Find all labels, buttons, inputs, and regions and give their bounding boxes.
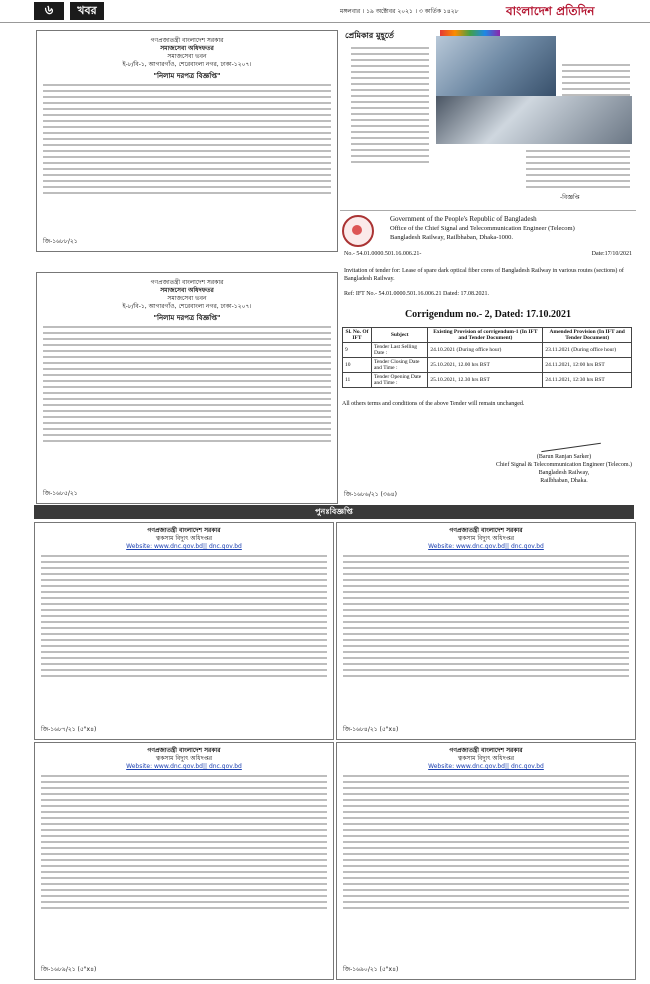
gov-title: গণপ্রজাতন্ত্রী বাংলাদেশ সরকার bbox=[150, 37, 224, 44]
col-header: Sl. No. Of IFT bbox=[343, 328, 372, 343]
tender-notice-1 bbox=[36, 30, 338, 252]
cell: 23.11.2021 (During office hour) bbox=[543, 343, 632, 358]
signature-mark bbox=[539, 427, 601, 452]
invitation-text: Lease of spare dark optical fiber cores of Bangladesh Railway in various routes (sections) of Bangladesh Railway. bbox=[344, 268, 624, 282]
gov-title: গণপ্রজাতন্ত্রী বাংলাদেশ সরকার bbox=[449, 527, 523, 534]
gov-title: গণপ্রজাতন্ত্রী বাংলাদেশ সরকার bbox=[147, 527, 221, 534]
dept-name: সমাজসেবা অধিদফতর bbox=[160, 287, 214, 294]
cell: 10 bbox=[343, 358, 372, 373]
col-header: Amended Provision (In IFT and Tender Document) bbox=[543, 328, 632, 343]
notice-heading: "নিলাম দরপত্র বিজ্ঞপ্তি" bbox=[153, 72, 221, 80]
notice-heading: "নিলাম দরপত্র বিজ্ঞপ্তি" bbox=[153, 314, 221, 322]
dept-name: ত্বকসাম বিদ্যুৎ অধিদপ্তর bbox=[457, 535, 515, 542]
invitation bbox=[344, 267, 634, 283]
photo-color-strip bbox=[440, 30, 500, 36]
gov-title: গণপ্রজাতন্ত্রী বাংলাদেশ সরকার bbox=[449, 747, 523, 754]
website: Website: www.dnc.gov.bd|| dnc.gov.bd bbox=[428, 763, 544, 770]
news-body bbox=[345, 47, 435, 163]
cell: 24.11.2021, 12:30 hrs BST bbox=[543, 373, 632, 388]
page-number: ৬ bbox=[34, 2, 64, 20]
cell: 24.11.2021, 12:00 hrs BST bbox=[543, 358, 632, 373]
address: ই-৮/বি-১, আগারগাঁও, শেরেবাংলা নগর, ঢাকা-১২০৭। bbox=[122, 303, 252, 310]
dept-name: সমাজসেবা অধিদফতর bbox=[160, 45, 214, 52]
tender-notice-2 bbox=[36, 272, 338, 504]
news-photo-1 bbox=[436, 36, 556, 96]
re-notice-3 bbox=[34, 742, 334, 980]
notice-ref: জি-১৬৯০/২১ (৫"x৪) bbox=[343, 966, 399, 973]
col-header: Subject bbox=[371, 328, 427, 343]
re-notice-banner: পুনঃবিজ্ঞপ্তি bbox=[34, 505, 634, 519]
ref-line: Ref: IFT No.- 54.01.0000.501.16.006.21 Dated: 17.08.2021. bbox=[344, 291, 490, 297]
dept-name: ত্বকসাম বিদ্যুৎ অধিদপ্তর bbox=[457, 755, 515, 762]
re-notice-2 bbox=[336, 522, 636, 740]
notice-ref: জি-১৬৮৫/২১ bbox=[43, 490, 78, 497]
news-headline: প্রেমিকার মুহূর্তে bbox=[345, 31, 394, 40]
office-address: Bangladesh Railway, Railbhaban, Dhaka-1000. bbox=[390, 234, 514, 241]
newspaper-logo: বাংলাদেশ প্রতিদিন bbox=[506, 4, 595, 18]
gov-line: Government of the People's Republic of Bangladesh bbox=[390, 215, 537, 223]
table-row bbox=[343, 343, 632, 358]
building-name: সমাজসেবা ভবন bbox=[167, 53, 207, 60]
cell: Tender Last Selling Date : bbox=[371, 343, 427, 358]
news-caption: -বিজ্ঞপ্তি bbox=[560, 194, 580, 201]
notice-ref: জি-১৬৮৭/২১ (৫"x৪) bbox=[41, 726, 97, 733]
signer-place: Railbhaban, Dhaka. bbox=[540, 478, 588, 484]
notice-ref: জি-১৬৮৪/২১ (৫"x৪) bbox=[343, 726, 399, 733]
re-notice-4 bbox=[336, 742, 636, 980]
corrigendum-title: Corrigendum no.- 2, Dated: 17.10.2021 bbox=[404, 309, 572, 320]
memo-no: No.- 54.01.0000.501.16.006.21- bbox=[344, 251, 422, 257]
dept-name: ত্বকসাম বিদ্যুৎ অধিদপ্তর bbox=[155, 535, 213, 542]
building-name: সমাজসেবা ভবন bbox=[167, 295, 207, 302]
notice-ref: জি-১৬৮৬/২১ (৩৬৪) bbox=[344, 491, 397, 498]
issue-date: মঙ্গলবার । ১৯ অক্টোবর ২০২১ । ৩ কার্তিক ১৪২৮ bbox=[340, 8, 459, 15]
railway-corrigendum bbox=[340, 210, 636, 501]
notice-ref: জি-১৬৮৮/২১ bbox=[43, 238, 78, 245]
table-row bbox=[343, 373, 632, 388]
notice-body-table bbox=[37, 326, 337, 442]
website: Website: www.dnc.gov.bd|| dnc.gov.bd bbox=[126, 763, 242, 770]
section-label: খবর bbox=[70, 2, 104, 20]
cell: 11 bbox=[343, 373, 372, 388]
re-notice-1 bbox=[34, 522, 334, 740]
col-header: Existing Provision of corrigendum-1 (In IFT and Tender Document) bbox=[428, 328, 543, 343]
cell: 9 bbox=[343, 343, 372, 358]
cell: Tender Opening Date and Time : bbox=[371, 373, 427, 388]
notice-body-table bbox=[37, 84, 337, 194]
office-line: Office of the Chief Signal and Telecommunication Engineer (Telecom) bbox=[390, 225, 575, 232]
gov-title: গণপ্রজাতন্ত্রী বাংলাদেশ সরকার bbox=[150, 279, 224, 286]
signer-org: Bangladesh Railway, bbox=[538, 470, 590, 476]
cell: 25.10.2021, 12.30 hrs BST bbox=[428, 373, 543, 388]
cell: 24.10.2021 (During office hour) bbox=[428, 343, 543, 358]
news-photo-2 bbox=[436, 96, 632, 144]
notice-body bbox=[337, 775, 635, 909]
cell: 25.10.2021, 12.00 hrs BST bbox=[428, 358, 543, 373]
gov-title: গণপ্রজাতন্ত্রী বাংলাদেশ সরকার bbox=[147, 747, 221, 754]
dept-name: ত্বকসাম বিদ্যুৎ অধিদপ্তর bbox=[155, 755, 213, 762]
invitation-label: Invitation of tender for: bbox=[344, 268, 401, 274]
notice-ref: জি-১৬৮৯/২১ (৫"x৪) bbox=[41, 966, 97, 973]
page-header bbox=[0, 0, 650, 23]
signer-title: Chief Signal & Telecommunication Engineer (Telecom.) bbox=[495, 462, 632, 468]
news-article bbox=[345, 30, 435, 210]
corrigendum-table bbox=[342, 327, 632, 388]
website: Website: www.dnc.gov.bd|| dnc.gov.bd bbox=[428, 543, 544, 550]
news-caption-body bbox=[520, 146, 636, 192]
notice-body bbox=[35, 555, 333, 677]
notice-body bbox=[337, 555, 635, 677]
table-row bbox=[343, 358, 632, 373]
notice-body bbox=[35, 775, 333, 909]
address: ই-৮/বি-১, আগারগাঁও, শেরেবাংলা নগর, ঢাকা-১২০৭। bbox=[122, 61, 252, 68]
railway-logo bbox=[342, 215, 374, 247]
website: Website: www.dnc.gov.bd|| dnc.gov.bd bbox=[126, 543, 242, 550]
memo-date: Date:17/10/2021 bbox=[591, 251, 632, 257]
signer-name: (Barun Ranjan Sarker) bbox=[536, 454, 592, 460]
closing-note: All others terms and conditions of the above Tender will remain unchanged. bbox=[342, 401, 525, 407]
cell: Tender Closing Date and Time : bbox=[371, 358, 427, 373]
